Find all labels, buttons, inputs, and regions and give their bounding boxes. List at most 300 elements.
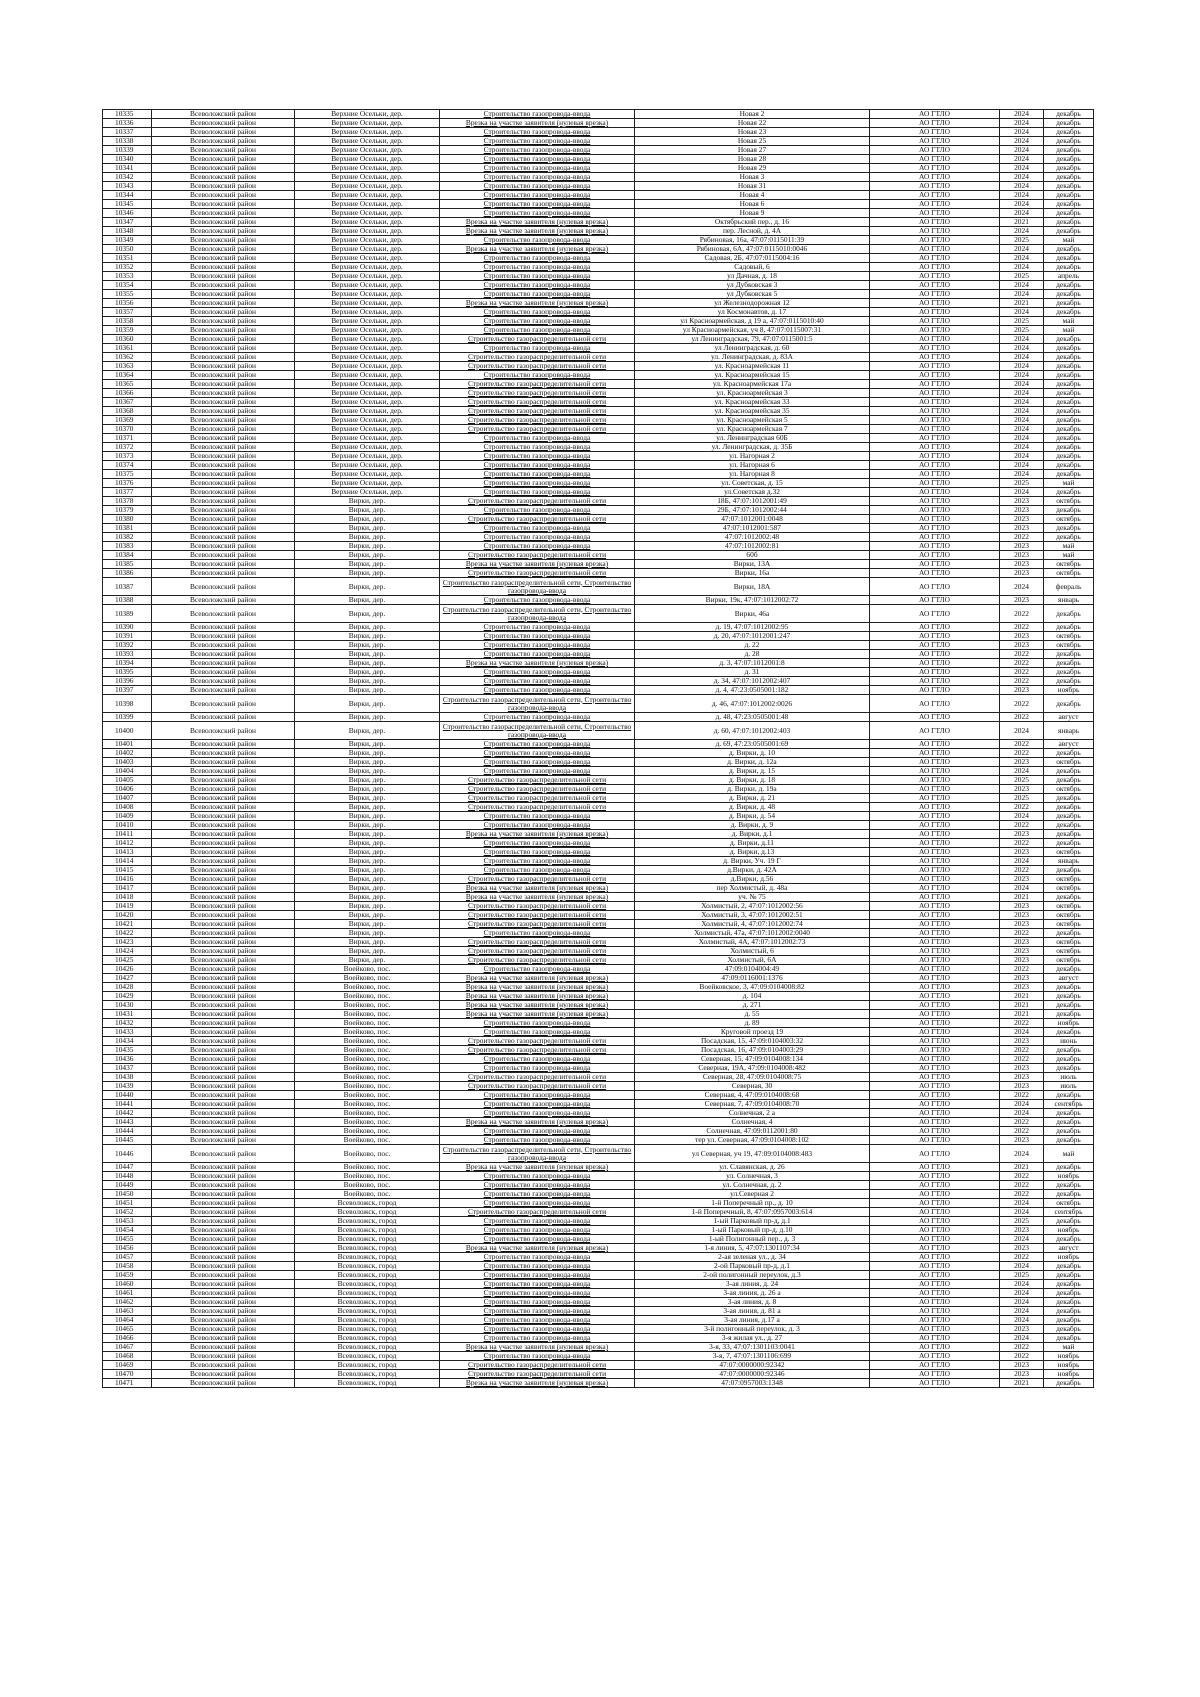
operator-cell: АО ГТЛО xyxy=(870,1289,1000,1298)
month-cell: декабрь xyxy=(1044,281,1094,290)
operator-cell: АО ГТЛО xyxy=(870,1253,1000,1262)
month-cell: ноябрь xyxy=(1044,1370,1094,1379)
year-cell: 2024 xyxy=(1000,164,1044,173)
table-row xyxy=(103,740,1094,749)
operator-cell: АО ГТЛО xyxy=(870,1073,1000,1082)
address-cell: д. Вирки, д. 19а xyxy=(635,785,870,794)
district-cell: Всеволожский район xyxy=(152,785,295,794)
work-type-cell: Строительство газопровода-ввода xyxy=(440,200,635,209)
table-row xyxy=(103,884,1094,893)
row-number: 10437 xyxy=(103,1064,152,1073)
district-cell: Всеволожский район xyxy=(152,1019,295,1028)
year-cell: 2023 xyxy=(1000,641,1044,650)
locality-cell: Вирки, дер. xyxy=(295,749,440,758)
operator-cell: АО ГТЛО xyxy=(870,470,1000,479)
year-cell: 2024 xyxy=(1000,209,1044,218)
operator-cell: АО ГТЛО xyxy=(870,1298,1000,1307)
month-cell: декабрь xyxy=(1044,398,1094,407)
row-number: 10430 xyxy=(103,1001,152,1010)
operator-cell: АО ГТЛО xyxy=(870,146,1000,155)
row-number: 10410 xyxy=(103,821,152,830)
operator-cell: АО ГТЛО xyxy=(870,1226,1000,1235)
operator-cell: АО ГТЛО xyxy=(870,155,1000,164)
district-cell: Всеволожский район xyxy=(152,1343,295,1352)
month-cell: октябрь xyxy=(1044,938,1094,947)
address-cell: 47:07:0000000:92346 xyxy=(635,1370,870,1379)
year-cell: 2024 xyxy=(1000,452,1044,461)
operator-cell: АО ГТЛО xyxy=(870,776,1000,785)
address-cell: 47:07:1012002:48 xyxy=(635,533,870,542)
address-cell: Вирки, 46а xyxy=(635,605,870,623)
month-cell: декабрь xyxy=(1044,128,1094,137)
work-type-cell: Строительство газопровода-ввода xyxy=(440,155,635,164)
table-row xyxy=(103,407,1094,416)
row-number: 10379 xyxy=(103,506,152,515)
district-cell: Всеволожский район xyxy=(152,1379,295,1388)
locality-cell: Верхние Осельки, дер. xyxy=(295,254,440,263)
operator-cell: АО ГТЛО xyxy=(870,911,1000,920)
district-cell: Всеволожский район xyxy=(152,236,295,245)
row-number: 10383 xyxy=(103,542,152,551)
table-row xyxy=(103,515,1094,524)
locality-cell: Вирки, дер. xyxy=(295,623,440,632)
work-type-cell: Строительство газораспределительной сети xyxy=(440,362,635,371)
address-cell: ул Северная, уч 19, 47:09:0104008:483 xyxy=(635,1145,870,1163)
table-row xyxy=(103,1118,1094,1127)
district-cell: Всеволожский район xyxy=(152,911,295,920)
district-cell: Всеволожский район xyxy=(152,605,295,623)
operator-cell: АО ГТЛО xyxy=(870,1181,1000,1190)
district-cell: Всеволожский район xyxy=(152,650,295,659)
table-body xyxy=(103,110,1094,1388)
year-cell: 2022 xyxy=(1000,533,1044,542)
table-row xyxy=(103,1064,1094,1073)
month-cell: октябрь xyxy=(1044,875,1094,884)
year-cell: 2022 xyxy=(1000,1127,1044,1136)
row-number: 10419 xyxy=(103,902,152,911)
operator-cell: АО ГТЛО xyxy=(870,830,1000,839)
operator-cell: АО ГТЛО xyxy=(870,227,1000,236)
locality-cell: Верхние Осельки, дер. xyxy=(295,236,440,245)
address-cell: 1-ый Полигонный пер., д. 3 xyxy=(635,1235,870,1244)
table-row xyxy=(103,1352,1094,1361)
address-cell: ул. Красноармейская 11 xyxy=(635,362,870,371)
district-cell: Всеволожский район xyxy=(152,1082,295,1091)
address-cell: д. 20, 47:07:1012001:247 xyxy=(635,632,870,641)
district-cell: Всеволожский район xyxy=(152,146,295,155)
table-row xyxy=(103,1190,1094,1199)
district-cell: Всеволожский район xyxy=(152,1208,295,1217)
year-cell: 2024 xyxy=(1000,254,1044,263)
district-cell: Всеволожский район xyxy=(152,893,295,902)
row-number: 10408 xyxy=(103,803,152,812)
month-cell: октябрь xyxy=(1044,920,1094,929)
locality-cell: Вирки, дер. xyxy=(295,947,440,956)
district-cell: Всеволожский район xyxy=(152,1100,295,1109)
row-number: 10470 xyxy=(103,1370,152,1379)
locality-cell: Вирки, дер. xyxy=(295,875,440,884)
year-cell: 2022 xyxy=(1000,1181,1044,1190)
row-number: 10421 xyxy=(103,920,152,929)
locality-cell: Вирки, дер. xyxy=(295,767,440,776)
operator-cell: АО ГТЛО xyxy=(870,1307,1000,1316)
work-type-cell: Строительство газопровода-ввода xyxy=(440,263,635,272)
district-cell: Всеволожский район xyxy=(152,1226,295,1235)
table-row xyxy=(103,893,1094,902)
month-cell: декабрь xyxy=(1044,299,1094,308)
locality-cell: Вирки, дер. xyxy=(295,596,440,605)
operator-cell: АО ГТЛО xyxy=(870,1262,1000,1271)
locality-cell: Верхние Осельки, дер. xyxy=(295,308,440,317)
address-cell: д. 69, 47:23:0505001:69 xyxy=(635,740,870,749)
month-cell: ноябрь xyxy=(1044,1253,1094,1262)
month-cell: декабрь xyxy=(1044,371,1094,380)
district-cell: Всеволожский район xyxy=(152,1361,295,1370)
work-type-cell: Строительство газопровода-ввода xyxy=(440,623,635,632)
address-cell: Новая 2 xyxy=(635,110,870,119)
row-number: 10413 xyxy=(103,848,152,857)
locality-cell: Вирки, дер. xyxy=(295,542,440,551)
row-number: 10400 xyxy=(103,722,152,740)
row-number: 10431 xyxy=(103,1010,152,1019)
locality-cell: Вирки, дер. xyxy=(295,956,440,965)
operator-cell: АО ГТЛО xyxy=(870,749,1000,758)
locality-cell: Верхние Осельки, дер. xyxy=(295,245,440,254)
district-cell: Всеволожский район xyxy=(152,1046,295,1055)
operator-cell: АО ГТЛО xyxy=(870,884,1000,893)
year-cell: 2022 xyxy=(1000,1055,1044,1064)
district-cell: Всеволожский район xyxy=(152,164,295,173)
operator-cell: АО ГТЛО xyxy=(870,1271,1000,1280)
year-cell: 2024 xyxy=(1000,227,1044,236)
work-type-cell: Строительство газопровода-ввода xyxy=(440,1181,635,1190)
work-type-cell: Строительство газопровода-ввода xyxy=(440,713,635,722)
locality-cell: Воейково, пос. xyxy=(295,1136,440,1145)
table-row xyxy=(103,947,1094,956)
table-row xyxy=(103,380,1094,389)
address-cell: ул. Славянская, д. 26 xyxy=(635,1163,870,1172)
address-cell: д. Вирки, д. 21 xyxy=(635,794,870,803)
address-cell: 47:09:0116001:1376 xyxy=(635,974,870,983)
work-type-cell: Врезка на участке заявителя (нулевая врезка) xyxy=(440,1001,635,1010)
locality-cell: Вирки, дер. xyxy=(295,857,440,866)
operator-cell: АО ГТЛО xyxy=(870,1208,1000,1217)
table-row xyxy=(103,623,1094,632)
year-cell: 2023 xyxy=(1000,542,1044,551)
district-cell: Всеволожский район xyxy=(152,659,295,668)
district-cell: Всеволожский район xyxy=(152,1217,295,1226)
district-cell: Всеволожский район xyxy=(152,218,295,227)
month-cell: декабрь xyxy=(1044,1127,1094,1136)
locality-cell: Всеволожск, город xyxy=(295,1199,440,1208)
month-cell: декабрь xyxy=(1044,650,1094,659)
locality-cell: Всеволожск, город xyxy=(295,1379,440,1388)
work-type-cell: Строительство газопровода-ввода xyxy=(440,821,635,830)
district-cell: Всеволожский район xyxy=(152,452,295,461)
address-cell: ул. Ленинградская, д. 35Б xyxy=(635,443,870,452)
locality-cell: Вирки, дер. xyxy=(295,785,440,794)
work-type-cell: Строительство газопровода-ввода xyxy=(440,1091,635,1100)
district-cell: Всеволожский район xyxy=(152,713,295,722)
locality-cell: Вирки, дер. xyxy=(295,893,440,902)
operator-cell: АО ГТЛО xyxy=(870,551,1000,560)
year-cell: 2025 xyxy=(1000,794,1044,803)
address-cell: ул.Советская д.32 xyxy=(635,488,870,497)
month-cell: июль xyxy=(1044,1073,1094,1082)
locality-cell: Воейково, пос. xyxy=(295,1118,440,1127)
district-cell: Всеволожский район xyxy=(152,578,295,596)
month-cell: декабрь xyxy=(1044,1091,1094,1100)
table-row xyxy=(103,1235,1094,1244)
table-row xyxy=(103,245,1094,254)
work-type-cell: Врезка на участке заявителя (нулевая врезка) xyxy=(440,983,635,992)
year-cell: 2022 xyxy=(1000,1190,1044,1199)
month-cell: октябрь xyxy=(1044,515,1094,524)
row-number: 10364 xyxy=(103,371,152,380)
year-cell: 2024 xyxy=(1000,812,1044,821)
row-number: 10465 xyxy=(103,1325,152,1334)
address-cell: 1-ый Парковый пр-д, д.10 xyxy=(635,1226,870,1235)
year-cell: 2022 xyxy=(1000,713,1044,722)
year-cell: 2024 xyxy=(1000,767,1044,776)
address-cell: Рябиновая, 16а, 47:07:0115011:39 xyxy=(635,236,870,245)
work-type-cell: Строительство газопровода-ввода xyxy=(440,371,635,380)
row-number: 10429 xyxy=(103,992,152,1001)
table-row xyxy=(103,227,1094,236)
work-type-cell: Строительство газопровода-ввода xyxy=(440,1172,635,1181)
year-cell: 2024 xyxy=(1000,353,1044,362)
row-number: 10354 xyxy=(103,281,152,290)
locality-cell: Верхние Осельки, дер. xyxy=(295,110,440,119)
address-cell: ул. Солнечная, д. 2 xyxy=(635,1181,870,1190)
operator-cell: АО ГТЛО xyxy=(870,533,1000,542)
work-type-cell: Врезка на участке заявителя (нулевая врезка) xyxy=(440,1010,635,1019)
address-cell: 3-ая линия, д. 26 а xyxy=(635,1289,870,1298)
row-number: 10399 xyxy=(103,713,152,722)
address-cell: д. 271 xyxy=(635,1001,870,1010)
row-number: 10350 xyxy=(103,245,152,254)
address-cell: 3-ая линия, д. 81 а xyxy=(635,1307,870,1316)
address-cell: Новая 27 xyxy=(635,146,870,155)
row-number: 10456 xyxy=(103,1244,152,1253)
row-number: 10466 xyxy=(103,1334,152,1343)
month-cell: декабрь xyxy=(1044,1010,1094,1019)
operator-cell: АО ГТЛО xyxy=(870,641,1000,650)
operator-cell: АО ГТЛО xyxy=(870,695,1000,713)
year-cell: 2024 xyxy=(1000,110,1044,119)
month-cell: декабрь xyxy=(1044,668,1094,677)
district-cell: Всеволожский район xyxy=(152,1118,295,1127)
address-cell: 3-ая линия, д. 8 xyxy=(635,1298,870,1307)
year-cell: 2023 xyxy=(1000,1226,1044,1235)
work-type-cell: Строительство газопровода-ввода xyxy=(440,434,635,443)
table-row xyxy=(103,344,1094,353)
table-row xyxy=(103,263,1094,272)
work-type-cell: Врезка на участке заявителя (нулевая врезка) xyxy=(440,884,635,893)
operator-cell: АО ГТЛО xyxy=(870,299,1000,308)
work-type-cell: Строительство газопровода-ввода xyxy=(440,767,635,776)
district-cell: Всеволожский район xyxy=(152,137,295,146)
table-row xyxy=(103,1073,1094,1082)
month-cell: декабрь xyxy=(1044,929,1094,938)
row-number: 10422 xyxy=(103,929,152,938)
table-row xyxy=(103,488,1094,497)
locality-cell: Воейково, пос. xyxy=(295,1109,440,1118)
address-cell: ул. Советская, д. 15 xyxy=(635,479,870,488)
operator-cell: АО ГТЛО xyxy=(870,1325,1000,1334)
work-type-cell: Строительство газораспределительной сети xyxy=(440,389,635,398)
work-type-cell: Строительство газопровода-ввода xyxy=(440,173,635,182)
year-cell: 2024 xyxy=(1000,200,1044,209)
work-type-cell: Строительство газопровода-ввода xyxy=(440,740,635,749)
address-cell: 1-я линия, 5, 47:07:1301107:34 xyxy=(635,1244,870,1253)
table-row xyxy=(103,749,1094,758)
work-type-cell: Строительство газопровода-ввода xyxy=(440,524,635,533)
address-cell: д. 4, 47:23:0505001:182 xyxy=(635,686,870,695)
district-cell: Всеволожский район xyxy=(152,1298,295,1307)
year-cell: 2022 xyxy=(1000,965,1044,974)
year-cell: 2021 xyxy=(1000,1010,1044,1019)
district-cell: Всеволожский район xyxy=(152,821,295,830)
district-cell: Всеволожский район xyxy=(152,353,295,362)
table-row xyxy=(103,326,1094,335)
table-row xyxy=(103,866,1094,875)
operator-cell: АО ГТЛО xyxy=(870,974,1000,983)
work-type-cell: Строительство газораспределительной сети xyxy=(440,920,635,929)
row-number: 10361 xyxy=(103,344,152,353)
year-cell: 2023 xyxy=(1000,506,1044,515)
year-cell: 2022 xyxy=(1000,866,1044,875)
address-cell: Новая 3 xyxy=(635,173,870,182)
work-type-cell: Строительство газопровода-ввода xyxy=(440,236,635,245)
year-cell: 2021 xyxy=(1000,992,1044,1001)
year-cell: 2022 xyxy=(1000,668,1044,677)
table-row xyxy=(103,1361,1094,1370)
table-row xyxy=(103,1037,1094,1046)
work-type-cell: Строительство газопровода-ввода xyxy=(440,182,635,191)
work-type-cell: Строительство газораспределительной сети xyxy=(440,1073,635,1082)
district-cell: Всеволожский район xyxy=(152,740,295,749)
work-type-cell: Строительство газопровода-ввода xyxy=(440,1280,635,1289)
table-row xyxy=(103,173,1094,182)
work-type-cell: Строительство газораспределительной сети xyxy=(440,515,635,524)
locality-cell: Верхние Осельки, дер. xyxy=(295,335,440,344)
operator-cell: АО ГТЛО xyxy=(870,317,1000,326)
table-row xyxy=(103,461,1094,470)
locality-cell: Вирки, дер. xyxy=(295,632,440,641)
locality-cell: Вирки, дер. xyxy=(295,506,440,515)
address-cell: 60б xyxy=(635,551,870,560)
district-cell: Всеволожский район xyxy=(152,1172,295,1181)
operator-cell: АО ГТЛО xyxy=(870,443,1000,452)
table-row xyxy=(103,1289,1094,1298)
operator-cell: АО ГТЛО xyxy=(870,1244,1000,1253)
work-type-cell: Строительство газопровода-ввода xyxy=(440,749,635,758)
month-cell: декабрь xyxy=(1044,803,1094,812)
address-cell: ул. Нагорная 8 xyxy=(635,470,870,479)
row-number: 10374 xyxy=(103,461,152,470)
year-cell: 2024 xyxy=(1000,308,1044,317)
month-cell: октябрь xyxy=(1044,911,1094,920)
table-row xyxy=(103,1091,1094,1100)
row-number: 10433 xyxy=(103,1028,152,1037)
work-type-cell: Строительство газораспределительной сети xyxy=(440,380,635,389)
work-type-cell: Строительство газопровода-ввода xyxy=(440,191,635,200)
year-cell: 2025 xyxy=(1000,272,1044,281)
work-type-cell: Строительство газораспределительной сети xyxy=(440,1370,635,1379)
month-cell: декабрь xyxy=(1044,1118,1094,1127)
operator-cell: АО ГТЛО xyxy=(870,380,1000,389)
work-type-cell: Строительство газораспределительной сети xyxy=(440,947,635,956)
table-row xyxy=(103,992,1094,1001)
year-cell: 2024 xyxy=(1000,407,1044,416)
work-type-cell: Врезка на участке заявителя (нулевая врезка) xyxy=(440,1343,635,1352)
year-cell: 2024 xyxy=(1000,245,1044,254)
year-cell: 2024 xyxy=(1000,1235,1044,1244)
table-row xyxy=(103,929,1094,938)
month-cell: май xyxy=(1044,326,1094,335)
address-cell: ул. Ленинградская 60Б xyxy=(635,434,870,443)
address-cell: 3-я, 33, 47:07:1301103:0041 xyxy=(635,1343,870,1352)
year-cell: 2023 xyxy=(1000,920,1044,929)
month-cell: декабрь xyxy=(1044,1217,1094,1226)
table-row xyxy=(103,956,1094,965)
work-type-cell: Строительство газопровода-ввода xyxy=(440,1136,635,1145)
district-cell: Всеволожский район xyxy=(152,461,295,470)
locality-cell: Вирки, дер. xyxy=(295,650,440,659)
table-row xyxy=(103,1379,1094,1388)
table-row xyxy=(103,605,1094,623)
locality-cell: Вирки, дер. xyxy=(295,668,440,677)
table-row xyxy=(103,1280,1094,1289)
row-number: 10432 xyxy=(103,1019,152,1028)
month-cell: январь xyxy=(1044,722,1094,740)
year-cell: 2022 xyxy=(1000,1046,1044,1055)
address-cell: Новая 29 xyxy=(635,164,870,173)
address-cell: 2-ой Парковый пр-д, д.1 xyxy=(635,1262,870,1271)
locality-cell: Вирки, дер. xyxy=(295,605,440,623)
district-cell: Всеволожский район xyxy=(152,1136,295,1145)
operator-cell: АО ГТЛО xyxy=(870,218,1000,227)
month-cell: декабрь xyxy=(1044,1163,1094,1172)
month-cell: август xyxy=(1044,740,1094,749)
locality-cell: Вирки, дер. xyxy=(295,560,440,569)
district-cell: Всеволожский район xyxy=(152,1253,295,1262)
locality-cell: Вирки, дер. xyxy=(295,911,440,920)
locality-cell: Верхние Осельки, дер. xyxy=(295,155,440,164)
month-cell: ноябрь xyxy=(1044,1361,1094,1370)
address-cell: д. Вирки, д.1 xyxy=(635,830,870,839)
row-number: 10404 xyxy=(103,767,152,776)
locality-cell: Вирки, дер. xyxy=(295,803,440,812)
address-cell: д. 34, 47:07:1012002:407 xyxy=(635,677,870,686)
district-cell: Всеволожский район xyxy=(152,1244,295,1253)
district-cell: Всеволожский район xyxy=(152,929,295,938)
year-cell: 2025 xyxy=(1000,1271,1044,1280)
operator-cell: АО ГТЛО xyxy=(870,407,1000,416)
month-cell: декабрь xyxy=(1044,434,1094,443)
table-row xyxy=(103,1325,1094,1334)
locality-cell: Верхние Осельки, дер. xyxy=(295,272,440,281)
year-cell: 2022 xyxy=(1000,695,1044,713)
work-type-cell: Строительство газопровода-ввода xyxy=(440,650,635,659)
address-cell: 29Б, 47:07:1012002:44 xyxy=(635,506,870,515)
district-cell: Всеволожский район xyxy=(152,1064,295,1073)
table-row xyxy=(103,632,1094,641)
locality-cell: Вирки, дер. xyxy=(295,938,440,947)
table-row xyxy=(103,677,1094,686)
year-cell: 2024 xyxy=(1000,1307,1044,1316)
